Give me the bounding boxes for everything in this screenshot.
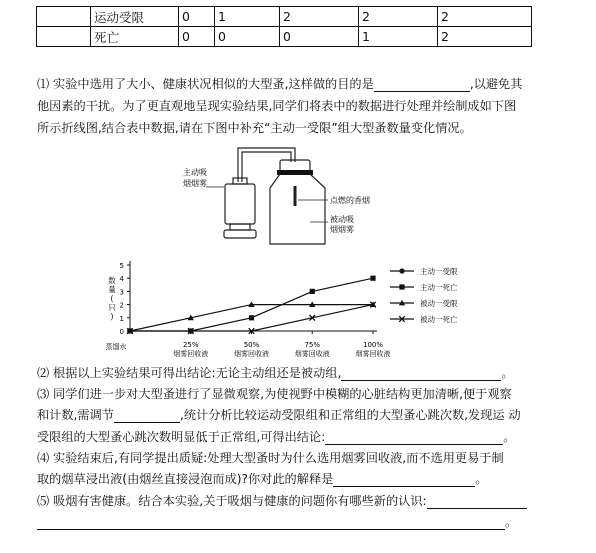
- bottle: [270, 174, 325, 244]
- y-tick-label: 3: [119, 288, 124, 297]
- y-tick-label: 5: [119, 262, 124, 270]
- x-tick-label: 50%: [243, 341, 260, 349]
- answer-blank[interactable]: [325, 431, 503, 445]
- legend-label: 主动一受限: [420, 267, 458, 276]
- label-cigarette: 点燃的香烟: [330, 196, 370, 205]
- row-label: 运动受限: [91, 7, 179, 27]
- question-2: ⑵ 根据以上实验结果可得出结论:无论主动组还是被动组, 。: [37, 366, 514, 380]
- question-5: ⑸ 吸烟有害健康。结合本实验,关于吸烟与健康的问题你有哪些新的认识:: [37, 493, 527, 509]
- y-tick-label: 0: [119, 328, 124, 336]
- cell: 0: [179, 27, 215, 47]
- cell: 1: [215, 7, 280, 27]
- legend-marker: [399, 268, 404, 273]
- question-3-line-1: ⑶ 同学们进一步对大型蚤进行了显微观察,为使视野中模糊的心脏结构更加清晰,便于观察: [37, 387, 512, 401]
- question-4-line-1: ⑷ 实验结束后,有同学提出质疑:处理大型蚤时为什么选用烟雾回收液,而不选用更易于制: [37, 451, 504, 465]
- cell: 0: [179, 7, 215, 27]
- y-tick-label: 2: [119, 301, 124, 310]
- label-passive-1: 被动吸: [330, 215, 354, 224]
- row-label: 死亡: [91, 27, 179, 47]
- legend-label: 主动一死亡: [420, 283, 458, 292]
- y-axis-label: (: [110, 294, 114, 303]
- cell: 2: [280, 7, 359, 27]
- syringe-barrel: [225, 184, 255, 224]
- apparatus-diagram: [180, 140, 420, 250]
- x-tick-label: 烟雾回收液: [173, 350, 209, 358]
- y-axis-label: 只: [108, 303, 116, 312]
- answer-blank[interactable]: [374, 78, 470, 92]
- question-3-line-2: 和计数,需调节 ,统计分析比较运动受限组和正常组的大型蚤心跳次数,发现运 动: [37, 408, 521, 422]
- table-row: [37, 7, 532, 27]
- data-table: [36, 6, 532, 47]
- cell: 1: [359, 27, 438, 47]
- label-active-1: 主动吸: [183, 168, 207, 177]
- cell: 0: [280, 27, 359, 47]
- answer-blank[interactable]: [114, 409, 180, 423]
- question-1-line-2: 他因素的干扰。为了更直观地呈现实验结果,同学们将表中的数据进行处理并绘制成如下图: [37, 99, 517, 113]
- x-tick-label: 烟雾回收液: [234, 350, 269, 358]
- label-passive-2: 烟烟雾: [330, 225, 354, 234]
- data-point: [310, 289, 315, 294]
- cell: 0: [215, 27, 280, 47]
- data-point: [249, 315, 254, 320]
- cell: 2: [438, 7, 532, 27]
- question-3-line-3: 受限组的大型蚤心跳次数明显低于正常组,可得出结论: 。: [37, 430, 516, 444]
- legend-marker: [399, 284, 404, 289]
- x-tick-label: 25%: [182, 341, 199, 349]
- y-tick-label: 4: [119, 275, 124, 284]
- question-4-line-2: 取的烟草浸出液(由烟丝直接浸泡而成)?你对此的解释是 。: [37, 472, 488, 486]
- question-1-line-1: ⑴ 实验中选用了大小、健康状况相似的大型蚤,这样做的目的是 ,以避免其: [37, 77, 523, 91]
- table-row: [37, 27, 532, 47]
- legend-label: 被动一死亡: [420, 315, 458, 324]
- x-tick-label: 100%: [362, 341, 384, 349]
- question-5-line-2: 。: [37, 514, 517, 530]
- x-tick-label: 烟雾回收液: [294, 350, 330, 358]
- cell: 2: [438, 27, 532, 47]
- answer-blank[interactable]: [341, 367, 501, 381]
- line-chart: [100, 255, 490, 363]
- cell: 2: [359, 7, 438, 27]
- legend-label: 被动一受限: [420, 299, 458, 308]
- data-point: [370, 276, 375, 281]
- x-tick-label: 烟雾回收液: [355, 350, 391, 358]
- label-active-2: 烟烟雾: [183, 179, 207, 188]
- y-tick-label: 1: [119, 314, 124, 323]
- y-axis-label: ): [110, 312, 114, 321]
- x-tick-label: 75%: [304, 341, 321, 349]
- answer-blank[interactable]: [333, 473, 475, 487]
- y-axis-label: 量: [108, 285, 116, 294]
- question-1-line-3: 所示折线图,结合表中数据,请在下图中补充“主动一受限”组大型蚤数量变化情况。: [37, 121, 472, 135]
- y-axis-label: 数: [108, 276, 116, 285]
- answer-blank[interactable]: [37, 516, 505, 530]
- answer-blank[interactable]: [427, 495, 527, 509]
- x-tick-label: 蒸馏水: [105, 343, 127, 351]
